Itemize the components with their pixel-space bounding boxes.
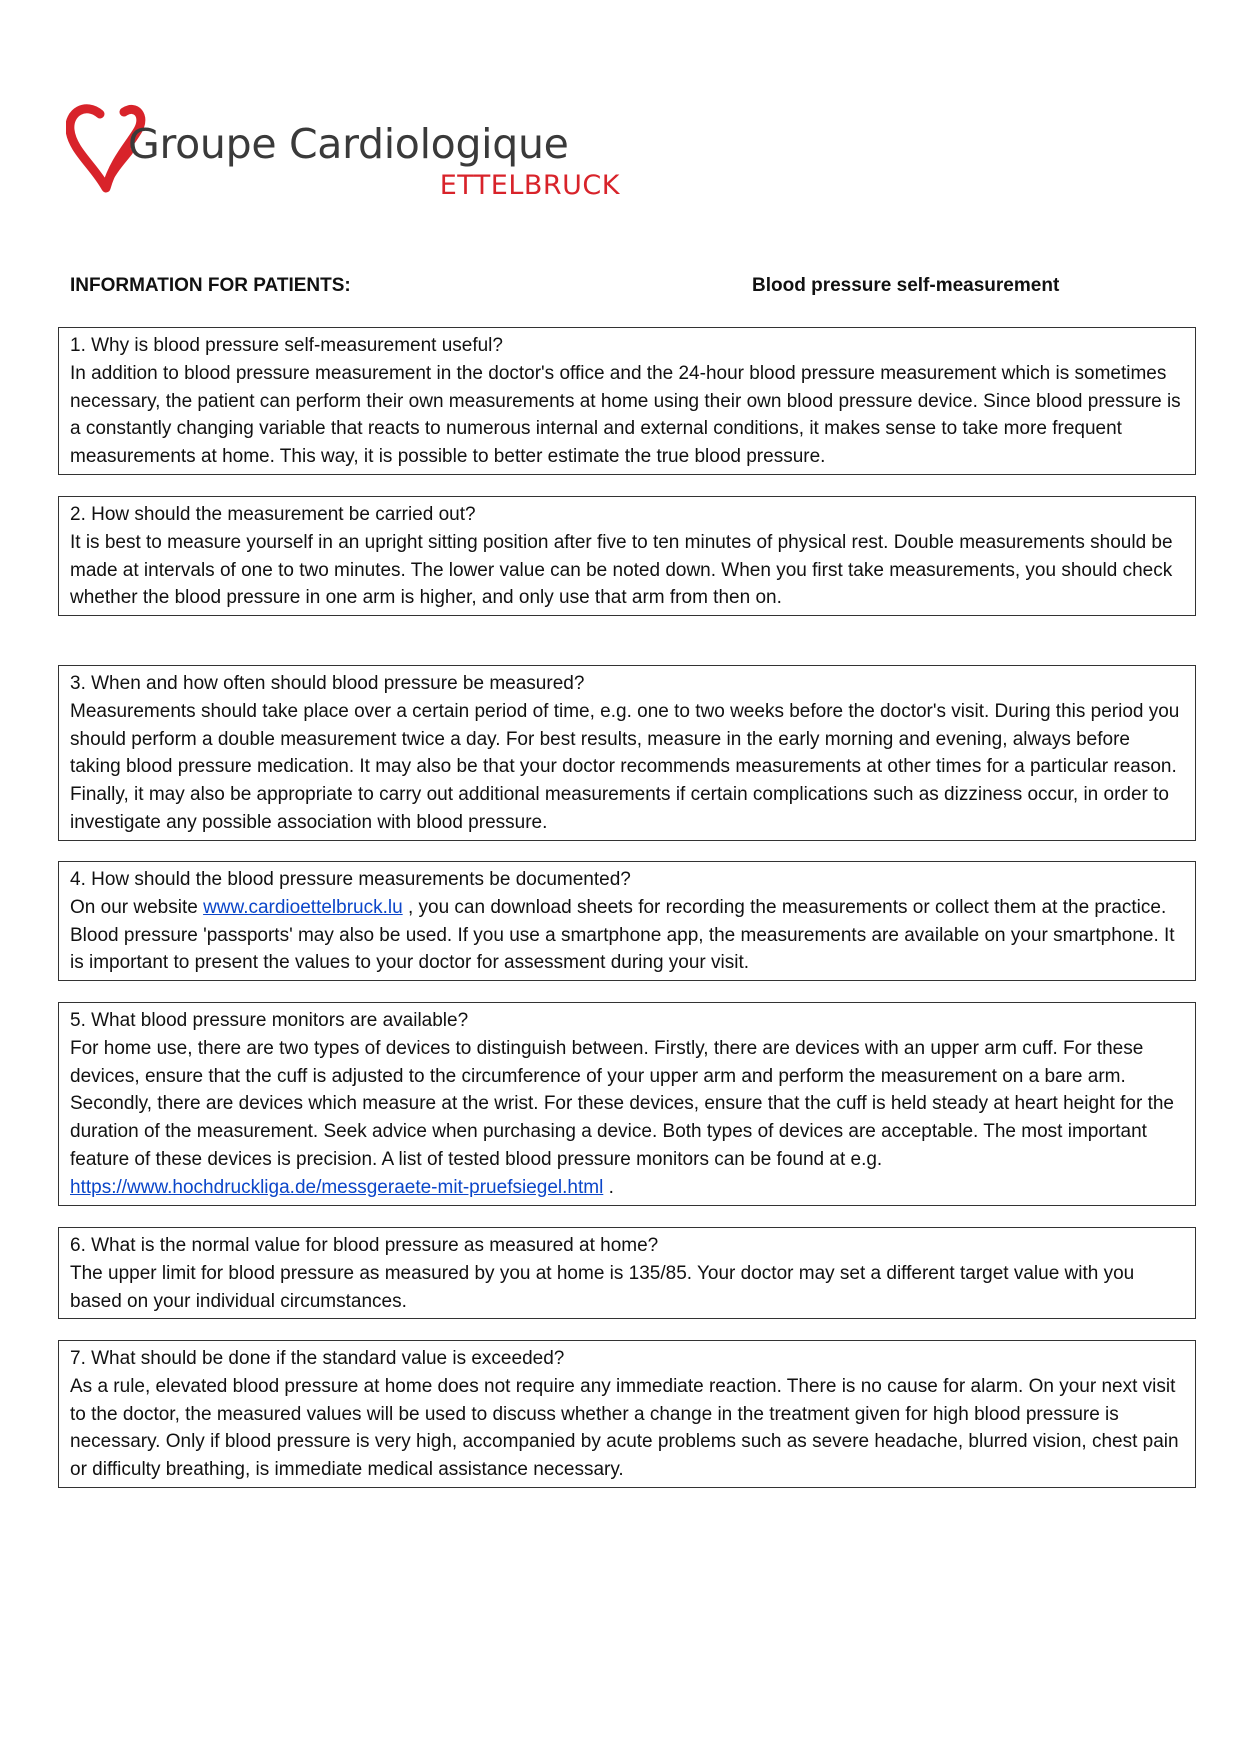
faq-question: 4. How should the blood pressure measurements be documented?: [70, 869, 631, 890]
logo-subtitle: ETTELBRUCK: [439, 170, 620, 201]
website-link[interactable]: www.cardioettelbruck.lu: [203, 896, 403, 918]
faq-question: 2. How should the measurement be carried out?: [70, 504, 476, 525]
logo-title: Groupe Cardiologique: [128, 120, 569, 168]
answer-text: On our website: [70, 896, 204, 918]
faq-section-6: [58, 1227, 1196, 1319]
faq-answer: [70, 894, 1185, 977]
faq-question: 1. Why is blood pressure self-measurement useful?: [70, 335, 503, 356]
faq-answer: As a rule, elevated blood pressure at home does not require any immediate reaction. There is no cause for alarm. On your next visit to the doctor, the measured values will be used to discuss whether a change in the treatment given for high blood pressure is necessary. Only if blood pressure is very high, accompanied by acute problems such as severe headache, blurred vision, chest pain or difficulty breathing, is immediate medical assistance necessary.: [70, 1375, 1179, 1481]
faq-question: 5. What blood pressure monitors are available?: [70, 1010, 469, 1031]
logo: [66, 100, 626, 210]
faq-answer: Measurements should take place over a certain period of time, e.g. one to two weeks before the doctor's visit. During this period you should perform a double measurement twice a day. For best results, measure in the early morning and evening, always before taking blood pressure medication. It may also be that your doctor recommends measurements at other times for a particular reason. Finally, it may also be appropriate to carry out additional measurements if certain complications such as dizziness occur, in order to investigate any possible association with blood pressure.: [70, 700, 1180, 833]
faq-answer: In addition to blood pressure measurement in the doctor's office and the 24-hour blood pressure measurement which is sometimes necessary, the patient can perform their own measurements at home using their own blood pressure device. Since blood pressure is a constantly changing variable that reacts to numerous internal and external conditions, it makes sense to take more frequent measurements at home. This way, it is possible to better estimate the true blood pressure.: [70, 362, 1181, 468]
faq-answer: [70, 1035, 1185, 1202]
faq-question: 3. When and how often should blood pressure be measured?: [70, 673, 585, 694]
faq-answer: The upper limit for blood pressure as measured by you at home is 135/85. Your doctor may set a different target value with you based on your individual circumstances.: [70, 1262, 1135, 1312]
document-title: Blood pressure self-measurement: [752, 275, 1060, 296]
document-category: INFORMATION FOR PATIENTS:: [70, 275, 351, 296]
answer-text: For home use, there are two types of devices to distinguish between. Firstly, there are devices with an upper arm cuff. For these devices, ensure that the cuff is adjusted to the circumference of your upper arm and perform the measurement on a bare arm. Secondly, there are devices which measure at the wrist. For these devices, ensure that the cuff is held steady at heart height for the duration of the measurement. Seek advice when purchasing a device. Both types of devices are acceptable. The most important feature of these devices is precision. A list of tested blood pressure monitors can be found at e.g.: [70, 1037, 1175, 1170]
faq-section-4: [58, 861, 1196, 981]
faq-section-5: [58, 1002, 1196, 1206]
faq-section-1: [58, 327, 1196, 475]
answer-text: .: [603, 1176, 614, 1198]
faq-section-7: [58, 1340, 1196, 1488]
faq-question: 6. What is the normal value for blood pressure as measured at home?: [70, 1235, 659, 1256]
monitor-list-link[interactable]: https://www.hochdruckliga.de/messgeraete-mit-pruefsiegel.html: [70, 1176, 604, 1198]
faq-section-3: [58, 665, 1196, 841]
faq-section-2: [58, 496, 1196, 616]
faq-question: 7. What should be done if the standard value is exceeded?: [70, 1348, 565, 1369]
faq-answer: It is best to measure yourself in an upright sitting position after five to ten minutes of physical rest. Double measurements should be made at intervals of one to two minutes. The lower value can be noted down. When you first take measurements, you should check whether the blood pressure in one arm is higher, and only use that arm from then on.: [70, 531, 1173, 609]
answer-text: , you can download sheets for recording the measurements or collect them at the practice. Blood pressure 'passports' may also be used. If you use a smartphone app, the measurements are available on your smartphone. It is important to present the values to your doctor for assessment during your visit.: [70, 896, 1175, 974]
